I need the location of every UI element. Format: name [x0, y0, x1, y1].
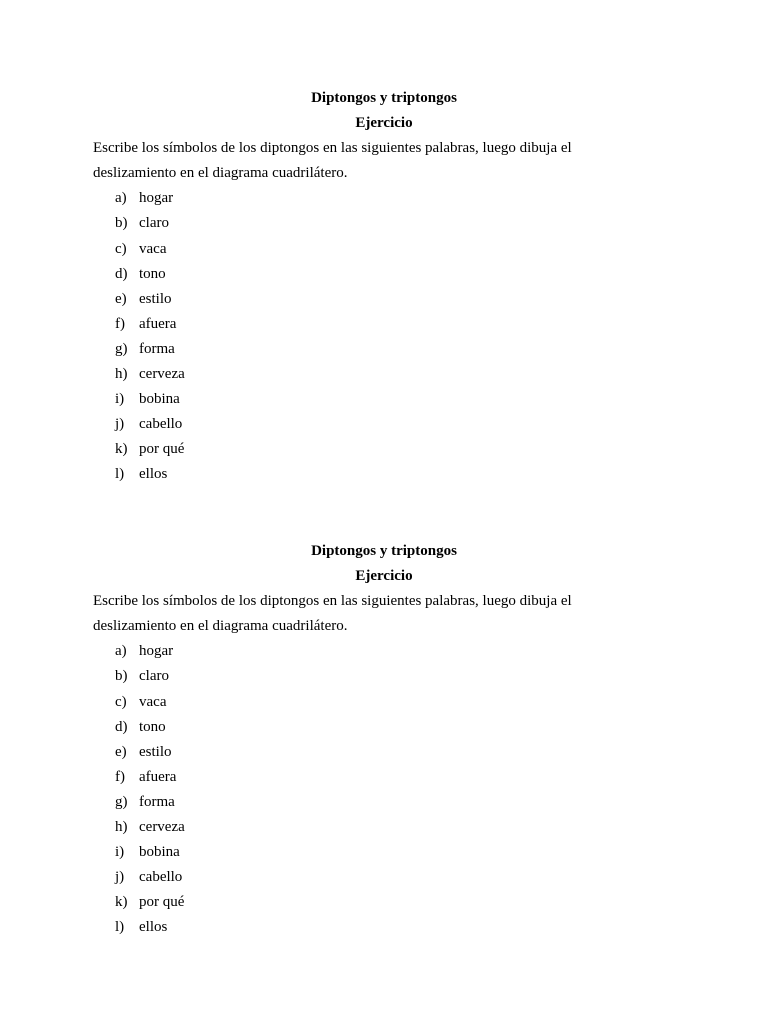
list-item — [93, 237, 675, 262]
item-word: por qué — [139, 441, 185, 458]
item-letter: f) — [115, 768, 125, 785]
item-letter: c) — [115, 240, 127, 257]
item-word: estilo — [139, 743, 172, 760]
list-item — [93, 840, 675, 865]
list-item — [93, 715, 675, 740]
item-word: vaca — [139, 693, 167, 710]
word-list — [93, 186, 675, 487]
item-letter: e) — [115, 743, 127, 760]
item-letter: g) — [115, 340, 128, 357]
item-word: tono — [139, 718, 166, 735]
item-letter: c) — [115, 693, 127, 710]
item-word: cabello — [139, 416, 183, 433]
section-title: Diptongos y triptongos — [311, 543, 457, 559]
item-word: ellos — [139, 466, 168, 483]
item-word: bobina — [139, 391, 180, 408]
item-letter: h) — [115, 366, 128, 383]
list-item — [93, 740, 675, 765]
list-item — [93, 337, 675, 362]
item-word: tono — [139, 265, 166, 282]
item-letter: k) — [115, 894, 128, 911]
instructions-text: Escribe los símbolos de los diptongos en las siguientes palabras, luego dibuja el deslizamiento en el diagrama cuadrilátero. — [93, 593, 572, 635]
item-word: cerveza — [139, 819, 185, 836]
item-word: hogar — [139, 643, 174, 660]
item-word: afuera — [139, 315, 177, 332]
item-word: cabello — [139, 869, 183, 886]
list-item — [93, 790, 675, 815]
list-item — [93, 915, 675, 940]
item-letter: d) — [115, 265, 128, 282]
item-letter: i) — [115, 844, 125, 861]
item-word: afuera — [139, 768, 177, 785]
list-item — [93, 639, 675, 664]
item-letter: j) — [115, 869, 125, 886]
list-item — [93, 186, 675, 211]
list-item — [93, 287, 675, 312]
list-item — [93, 412, 675, 437]
item-letter: f) — [115, 315, 125, 332]
item-word: vaca — [139, 240, 167, 257]
list-item — [93, 262, 675, 287]
list-item — [93, 387, 675, 412]
list-item — [93, 312, 675, 337]
list-item — [93, 890, 675, 915]
instructions-text: Escribe los símbolos de los diptongos en las siguientes palabras, luego dibuja el deslizamiento en el diagrama cuadrilátero. — [93, 140, 572, 182]
item-word: cerveza — [139, 366, 185, 383]
list-item — [93, 690, 675, 715]
item-letter: a) — [115, 643, 127, 660]
list-item — [93, 664, 675, 689]
list-item — [93, 815, 675, 840]
list-item — [93, 211, 675, 236]
exercise-section — [93, 86, 675, 488]
item-letter: l) — [115, 919, 125, 936]
list-item — [93, 437, 675, 462]
section-title: Diptongos y triptongos — [311, 90, 457, 106]
item-word: claro — [139, 215, 169, 232]
list-item — [93, 865, 675, 890]
list-item — [93, 362, 675, 387]
item-word: por qué — [139, 894, 185, 911]
list-item — [93, 462, 675, 487]
item-word: bobina — [139, 844, 180, 861]
item-letter: d) — [115, 718, 128, 735]
item-letter: b) — [115, 215, 128, 232]
item-word: forma — [139, 340, 175, 357]
item-letter: g) — [115, 793, 128, 810]
section-subtitle: Ejercicio — [355, 568, 413, 585]
exercise-section — [93, 539, 675, 941]
item-letter: i) — [115, 391, 125, 408]
item-word: forma — [139, 793, 175, 810]
item-letter: k) — [115, 441, 128, 458]
item-letter: b) — [115, 668, 128, 685]
item-word: estilo — [139, 290, 172, 307]
item-word: hogar — [139, 190, 174, 207]
section-subtitle: Ejercicio — [355, 115, 413, 132]
list-item — [93, 765, 675, 790]
item-letter: l) — [115, 466, 125, 483]
item-letter: h) — [115, 819, 128, 836]
item-letter: a) — [115, 190, 127, 207]
item-letter: j) — [115, 416, 125, 433]
word-list — [93, 639, 675, 940]
item-word: claro — [139, 668, 169, 685]
item-letter: e) — [115, 290, 127, 307]
item-word: ellos — [139, 919, 168, 936]
